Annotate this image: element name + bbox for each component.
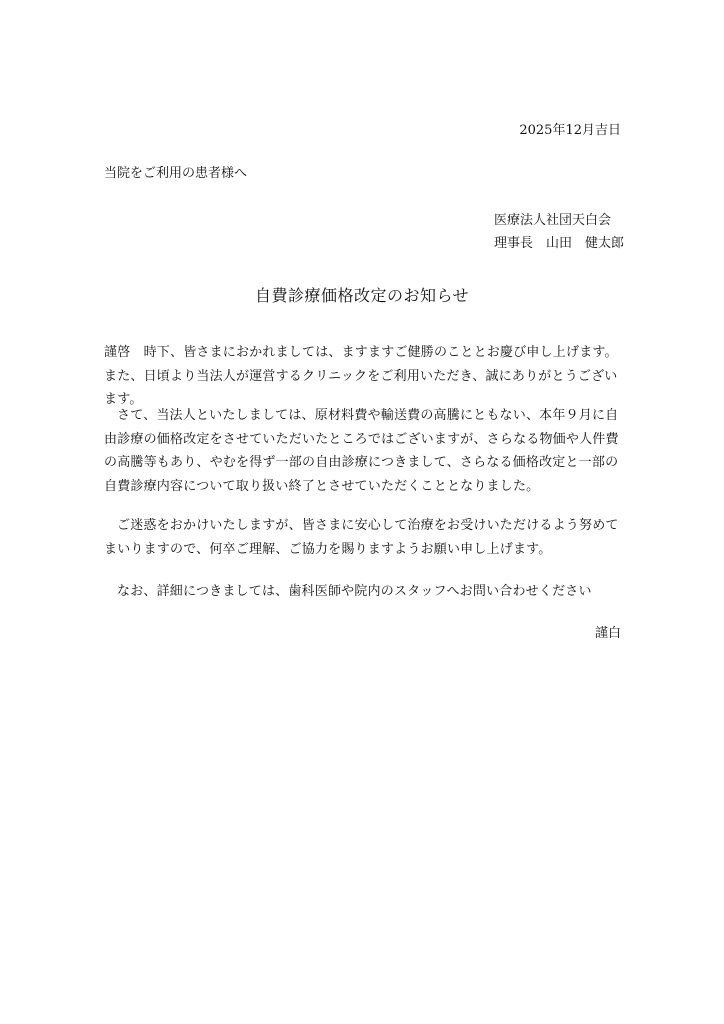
sender-block <box>494 209 624 255</box>
paragraph-apology: ご迷惑をおかけいたしますが、皆さまに安心して治療をお受けいただけるよう努めてまいりますので、何卒ご理解、ご協力を賜りますようお願い申し上げます。 <box>104 518 619 557</box>
paragraph-announcement: さて、当法人といたしましては、原材料費や輸送費の高騰にともない、本年９月に自由診療の価格改定をさせていただいたところではございますが、さらなる物価や人件費の高騰等もあり、やむを得ず一部の自由診療につきまして、さらなる価格改定と一部の自費診療内容について取り扱い終了とさせていただくこととなりました。 <box>104 408 619 494</box>
document-date: 2025年12月吉日 <box>519 123 621 138</box>
sender-representative: 理事長 山田 健太郎 <box>494 236 625 251</box>
addressee: 当院をご利用の患者様へ <box>104 166 248 181</box>
sender-organization: 医療法人社団天白会 <box>494 213 612 228</box>
paragraph-inquiry: なお、詳細につきましては、歯科医師や院内のスタッフへお問い合わせください <box>117 584 592 599</box>
paragraph-greeting: 謹啓 時下、皆さまにおかれましては、ますますご健勝のこととお慶び申し上げます。また、日頃より当法人が運営するクリニックをご利用いただき、誠にありがとうございます。 <box>104 345 618 407</box>
document-title: 自費診療価格改定のお知らせ <box>254 286 470 305</box>
closing-word: 謹白 <box>594 626 621 641</box>
